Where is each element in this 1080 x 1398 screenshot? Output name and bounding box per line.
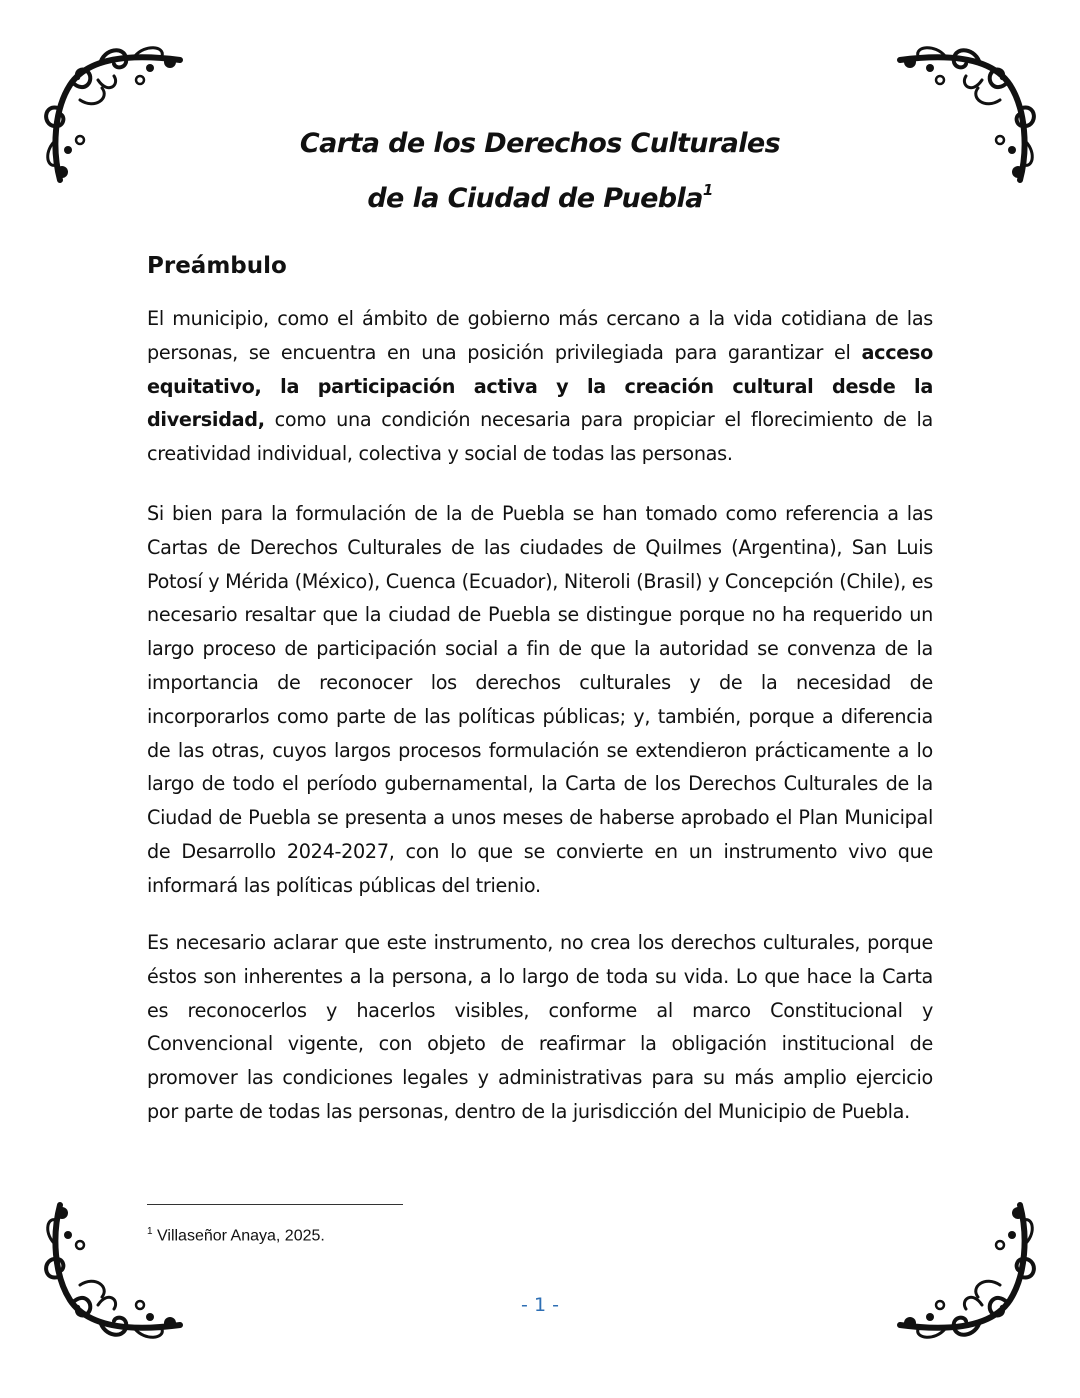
document-title-line-2-text: de la Ciudad de Puebla [367,183,703,214]
footnote-marker: 1 [147,1226,153,1237]
corner-flourish-top-right-icon [890,40,1040,190]
corner-flourish-top-left-icon [40,40,190,190]
section-heading-preambulo: Preámbulo [147,253,287,279]
paragraph-1-part-1: El municipio, como el ámbito de gobierno más cercano a la vida cotidiana de las personas, se encuentra en una posición privilegiada para garantizar el [147,307,933,364]
corner-flourish-bottom-right-icon [890,1195,1040,1345]
footnote [147,1226,325,1245]
paragraph-3: Es necesario aclarar que este instrumento, no crea los derechos culturales, porque éstos son inherentes a la persona, a lo largo de toda su vida. Lo que hace la Carta es reconocerlos y hacerlos visibles, conforme al marco Constitucional y Convencional vigente, con objeto de reafirmar la obligación institucional de promover las condiciones legales y administrativas para su más amplio ejercicio por parte de todas las personas, dentro de la jurisdicción del Municipio de Puebla. [147,931,933,1123]
footnote-text: Villaseñor Anaya, 2025. [152,1227,325,1245]
paragraph-1-part-2: como una condición necesaria para propiciar el florecimiento de la creatividad individual, colectiva y social de todas las personas. [147,408,933,466]
page-number: - 1 - [521,1294,559,1316]
paragraph-2: Si bien para la formulación de la de Puebla se han tomado como referencia a las Cartas de Derechos Culturales de las ciudades de Quilmes (Argentina), San Luis Potosí y Mérida (México), Cuenca (Ecuador), Niteroli (Brasil) y Concepción (Chile), es necesario resaltar que la ciudad de Puebla se distingue porque no ha requerido un largo proceso de participación social a fin de que la autoridad se convenza de la importancia de reconocer los derechos culturales y de la necesidad de incorporarlos como parte de las políticas públicas; y, también, porque a diferencia de las otras, cuyos largos procesos formulación se extendieron prácticamente a lo largo de todo el período gubernamental, la Carta de los Derechos Culturales de la Ciudad de Puebla se presenta a unos meses de haberse aprobado el Plan Municipal de Desarrollo 2024-2027, con lo que se convierte en un instrumento vivo que informará las políticas públicas del trienio. [147,502,933,897]
paragraph-1 [147,302,933,471]
footnote-separator [147,1204,403,1205]
corner-flourish-bottom-left-icon [40,1195,190,1345]
document-title-line-1: Carta de los Derechos Culturales [299,128,781,159]
document-title-line-2 [0,183,1080,214]
title-footnote-marker[interactable]: 1 [702,181,713,199]
paragraph-1-bold-text: acceso equitativo, la participación activa y la creación cultural desde la diversidad, [147,340,933,432]
